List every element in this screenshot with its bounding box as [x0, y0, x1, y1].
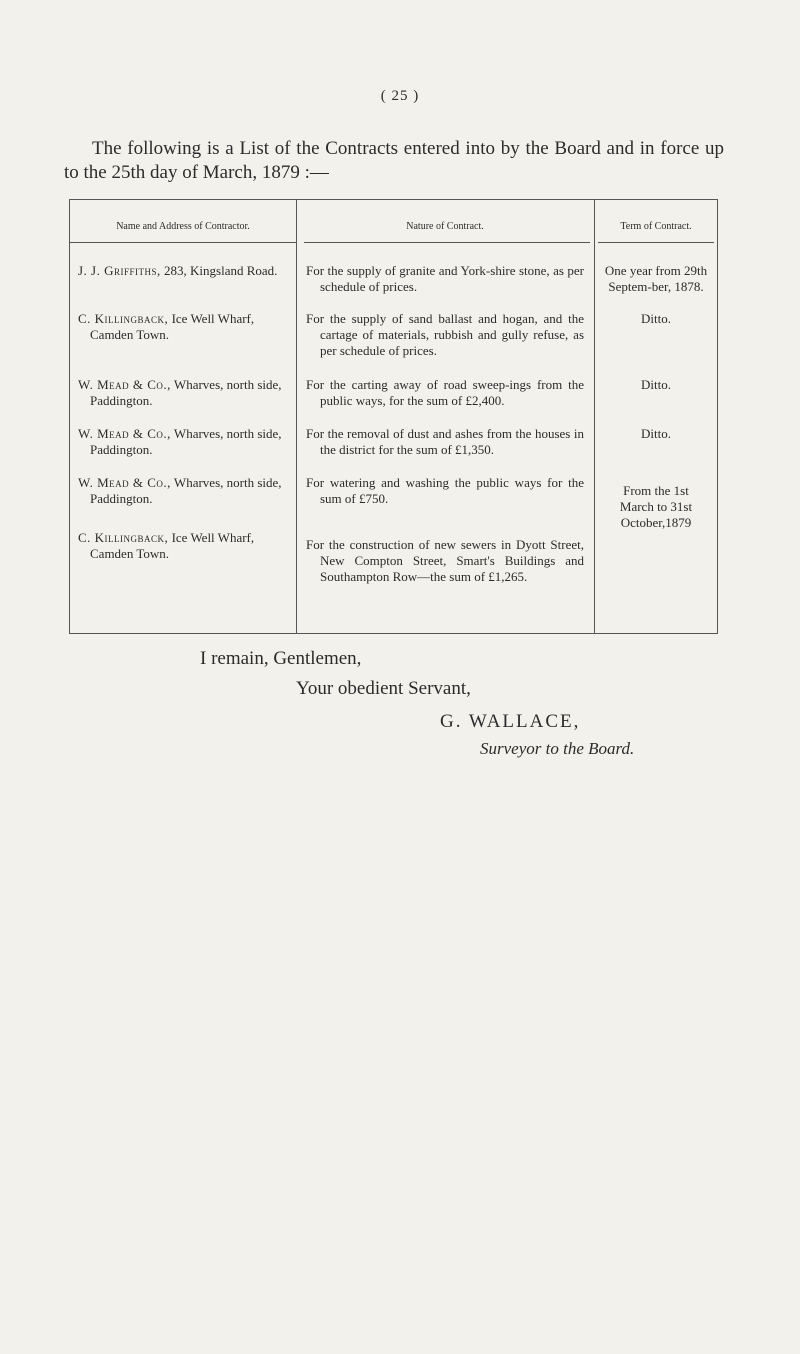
- header-name: Name and Address of Contractor.: [116, 221, 250, 232]
- contractor-name: J. J. Griffiths,: [78, 263, 161, 278]
- table-row-4-contractor: [70, 426, 284, 458]
- contractor-name: W. Mead & Co.,: [78, 475, 171, 490]
- contractor-address: Ice Well Wharf, Camden Town.: [90, 311, 255, 342]
- column-divider: [296, 200, 297, 633]
- signature-name: G. WALLACE,: [440, 711, 581, 732]
- table-row-3-term: Ditto.: [641, 377, 671, 392]
- page-number: ( 25 ): [380, 88, 420, 104]
- table-row-2-contractor: [70, 311, 284, 343]
- table-row-4-term: Ditto.: [641, 426, 671, 441]
- signature-title: Surveyor to the Board.: [480, 739, 635, 758]
- contractor-address: Ice Well Wharf, Camden Town.: [90, 530, 255, 561]
- contractor-address: 283, Kingsland Road.: [160, 263, 278, 278]
- table-row-5-contractor: [70, 475, 284, 507]
- table-row-6-contractor: [70, 530, 284, 562]
- table-row-5-nature: For watering and washing the public ways for the sum of £750.: [306, 475, 584, 506]
- table-row-4-nature: For the removal of dust and ashes from the houses in the district for the sum of £1,350.: [306, 426, 584, 457]
- header-rule: [304, 242, 590, 243]
- contractor-address: Wharves, north side, Paddington.: [90, 426, 282, 457]
- table-row-1-nature: For the supply of granite and York-shire stone, as per schedule of prices.: [306, 263, 584, 294]
- header-nature: Nature of Contract.: [406, 221, 484, 232]
- contractor-address: Wharves, north side, Paddington.: [90, 377, 282, 408]
- contractor-name: W. Mead & Co.,: [78, 426, 171, 441]
- header-rule: [70, 242, 296, 243]
- header-rule: [598, 242, 714, 243]
- intro-paragraph: The following is a List of the Contracts entered into by the Board and in force up to the 25th day of March, 1879 :—: [64, 138, 724, 183]
- table-row-2-nature: For the supply of sand ballast and hogan, and the cartage of materials, rubbish and gully refuse, as per schedule of prices.: [306, 311, 584, 358]
- closing-valediction: Your obedient Servant,: [296, 678, 471, 699]
- header-term: Term of Contract.: [620, 221, 692, 232]
- closing-salutation: I remain, Gentlemen,: [200, 648, 362, 669]
- contractor-name: C. Killingback,: [78, 311, 169, 326]
- table-row-3-contractor: [70, 377, 284, 409]
- contractor-address: Wharves, north side, Paddington.: [90, 475, 282, 506]
- table-row-1-term: One year from 29th Septem-ber, 1878.: [604, 263, 708, 294]
- table-row-5-term: From the 1st March to 31st October,1879: [619, 483, 693, 530]
- contractor-name: W. Mead & Co.,: [78, 377, 171, 392]
- table-row-6-nature: For the construction of new sewers in Dyott Street, New Compton Street, Smart's Buildings and Southampton Row—the sum of £1,265.: [306, 537, 584, 584]
- table-row-1-contractor: [70, 263, 284, 279]
- contractor-name: C. Killingback,: [78, 530, 169, 545]
- contracts-table: [69, 199, 718, 634]
- table-row-3-nature: For the carting away of road sweep-ings from the public ways, for the sum of £2,400.: [306, 377, 584, 408]
- table-row-2-term: Ditto.: [641, 311, 671, 326]
